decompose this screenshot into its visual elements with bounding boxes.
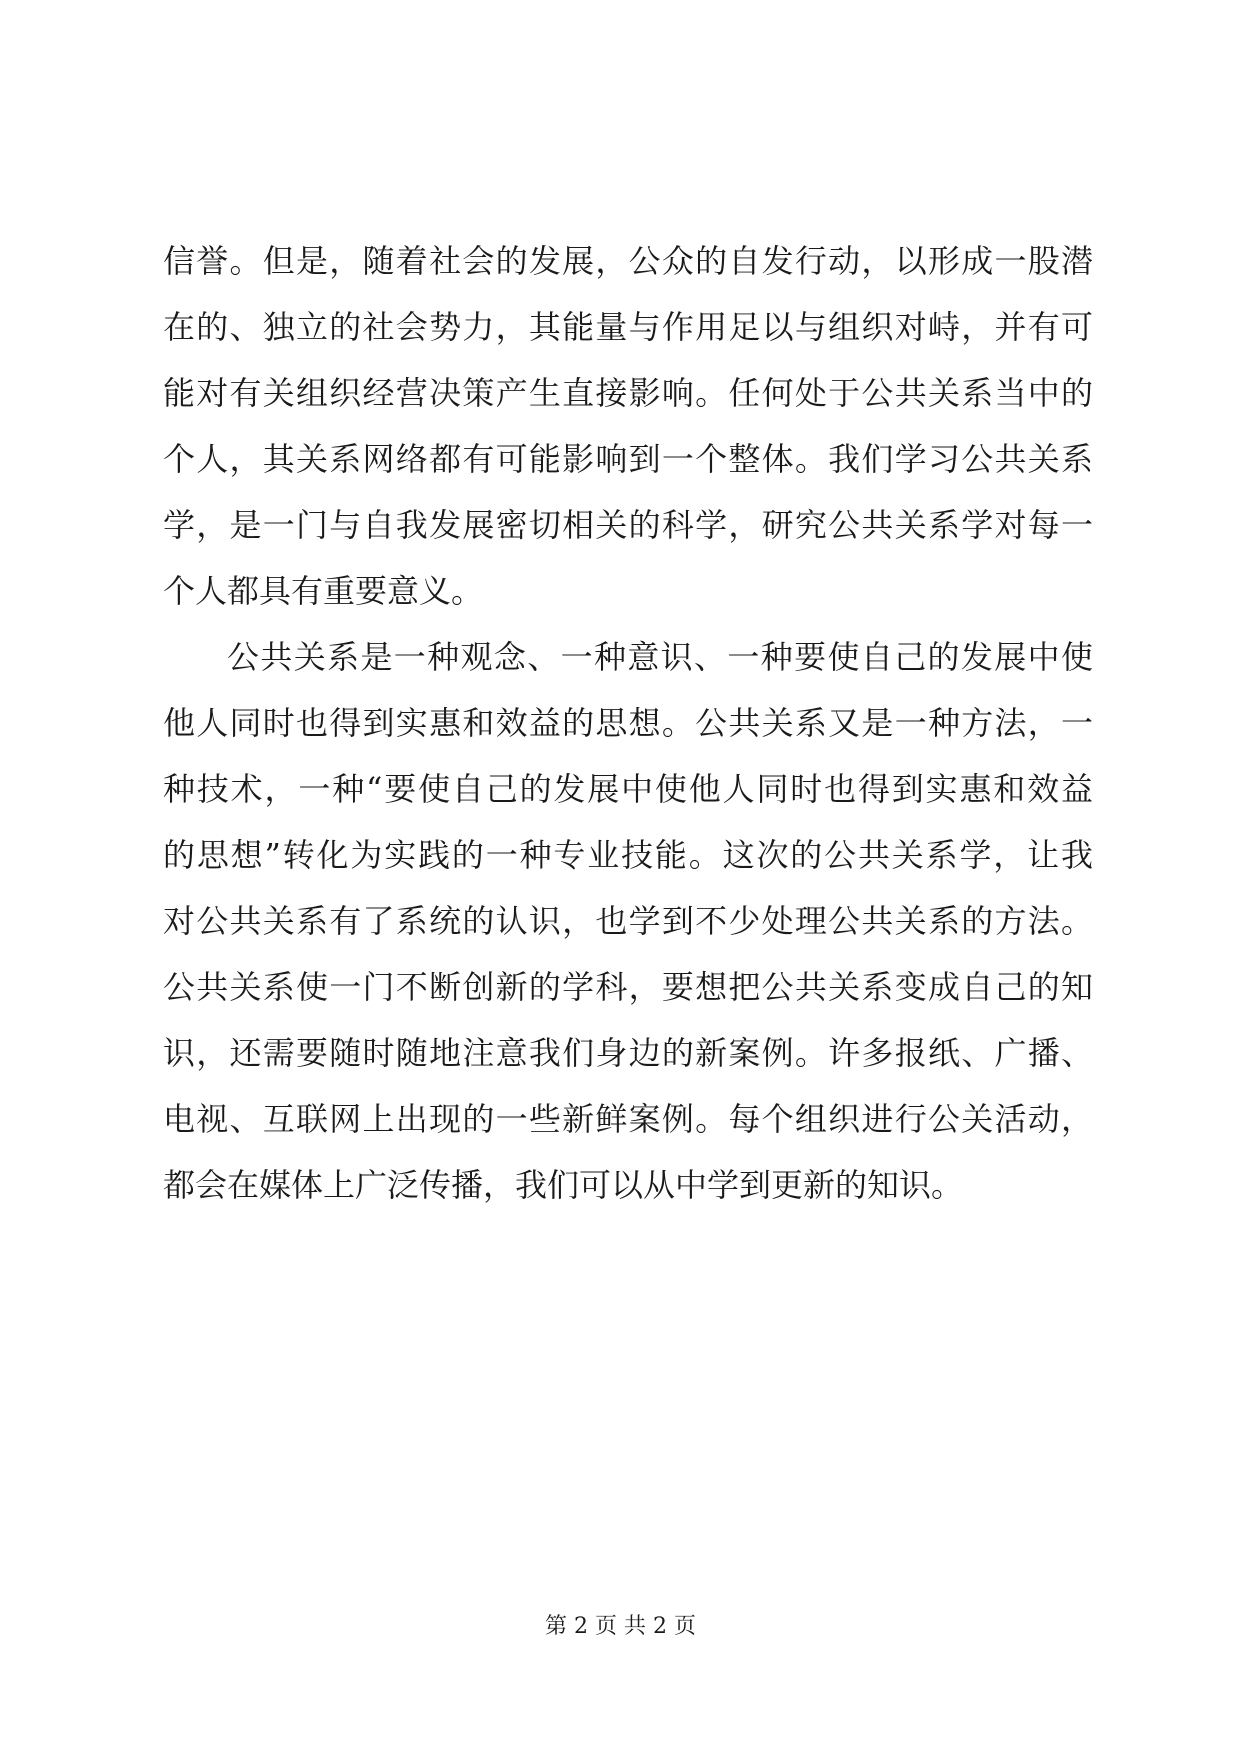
text-line: 都会在媒体上广泛传播，我们可以从中学到更新的知识。 <box>163 1166 964 1204</box>
text-line: 在的、独立的社会势力，其能量与作用足以与组织对峙，并有可 <box>163 308 1093 346</box>
text-line: 信誉。但是，随着社会的发展，公众的自发行动，以形成一股潜 <box>163 242 1093 280</box>
text-line: 个人都具有重要意义。 <box>163 572 484 610</box>
page-footer <box>0 1612 1241 1642</box>
text-line: 识，还需要随时随地注意我们身边的新案例。许多报纸、广播、 <box>163 1034 1093 1072</box>
text-line: 电视、互联网上出现的一些新鲜案例。每个组织进行公关活动， <box>163 1100 1093 1138</box>
text-line: 能对有关组织经营决策产生直接影响。任何处于公共关系当中的 <box>163 374 1093 412</box>
text-line: 种技术，一种“要使自己的发展中使他人同时也得到实惠和效益 <box>163 770 1093 808</box>
text-line: 公共关系是一种观念、一种意识、一种要使自己的发展中使 <box>227 638 1093 676</box>
paragraph-2 <box>163 624 1093 1218</box>
text-line: 他人同时也得到实惠和效益的思想。公共关系又是一种方法，一 <box>163 704 1093 742</box>
text-line: 的思想”转化为实践的一种专业技能。这次的公共关系学，让我 <box>163 836 1093 874</box>
text-line: 学，是一门与自我发展密切相关的科学，研究公共关系学对每一 <box>163 506 1093 544</box>
page-number-label: 第 2 页 共 2 页 <box>545 1614 696 1639</box>
text-line: 公共关系使一门不断创新的学科，要想把公共关系变成自己的知 <box>163 968 1093 1006</box>
text-line: 对公共关系有了系统的认识，也学到不少处理公共关系的方法。 <box>163 902 1093 940</box>
paragraph-1 <box>163 228 1093 624</box>
text-line: 个人，其关系网络都有可能影响到一个整体。我们学习公共关系 <box>163 440 1093 478</box>
body-text <box>163 228 1093 1218</box>
